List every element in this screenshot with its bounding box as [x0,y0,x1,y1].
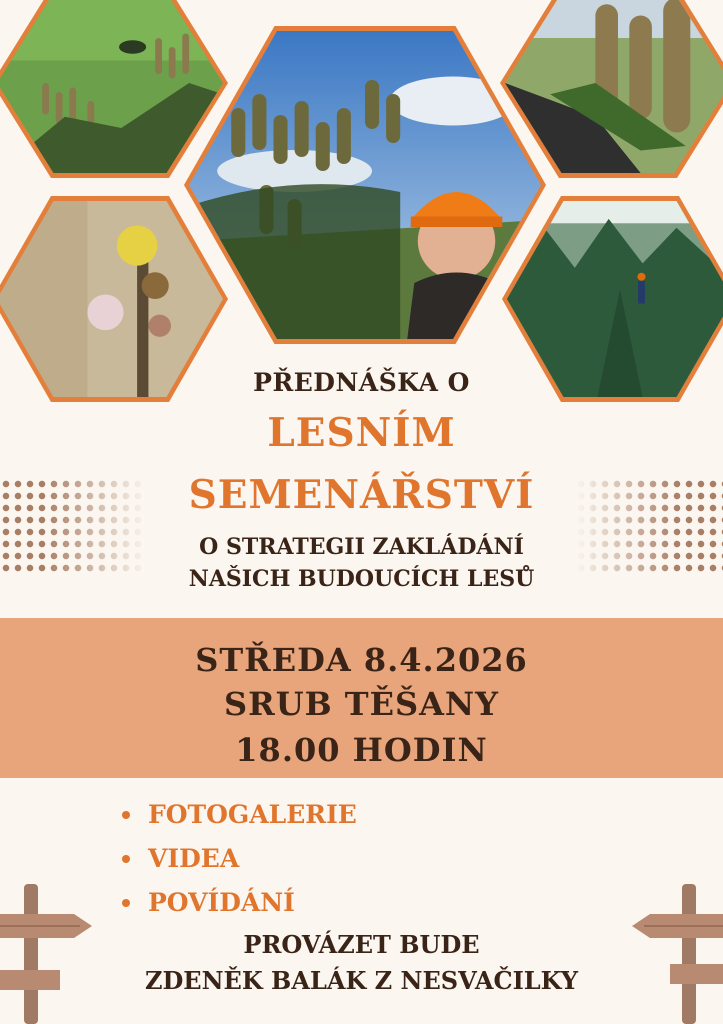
photo-frame-top-right [500,0,723,178]
host-line-2: ZDENĚK BALÁK Z NESVAČILKY [144,966,579,995]
photo-frame-top-left [0,0,228,178]
title-line-1: LESNÍM [267,410,456,456]
fir-cones-closeup-photo [505,0,723,173]
lawn-view-photo [0,0,223,173]
highlight-item: POVÍDÁNÍ [122,884,357,928]
lecture-lead: PŘEDNÁŠKA O [253,368,470,397]
subtitle-line-2: NAŠICH BUDOUCÍCH LESŮ [188,566,535,592]
highlight-item: FOTOGALERIE [122,796,357,840]
event-place: SRUB TĚŠANY [223,685,500,723]
title-line-2: SEMENÁŘSTVÍ [188,472,535,518]
photo-frame-center [184,26,546,344]
highlights-list [122,796,357,928]
event-date: STŘEDA 8.4.2026 [195,641,528,679]
host-line-1: PROVÁZET BUDE [243,930,480,959]
event-time: 18.00 HODIN [235,731,488,769]
subtitle-line-1: O STRATEGII ZAKLÁDÁNÍ [199,534,524,560]
fir-climber-portrait-photo [189,31,541,339]
signpost-right-icon [630,884,723,1024]
highlight-item: VIDEA [122,840,357,884]
signpost-left-icon [0,884,100,1024]
